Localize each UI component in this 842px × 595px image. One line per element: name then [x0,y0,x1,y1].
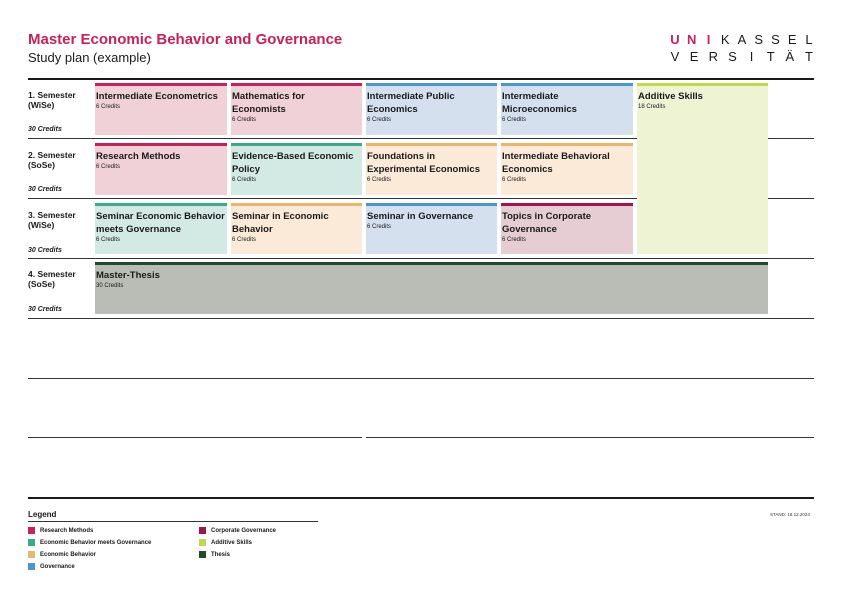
module-research [95,143,227,195]
module-name: Evidence-Based Economic Policy [232,151,354,175]
semester-credits: 30 Credits [28,126,62,133]
module-credits: 6 Credits [232,177,257,183]
module-color-bar [231,203,362,206]
semester-number: 2. Semester [28,150,76,160]
module-title [232,150,361,184]
module-color-bar [95,83,227,86]
module-name: Additive Skills [638,91,703,102]
module-thesis [95,262,768,314]
semester-number: 3. Semester [28,210,76,220]
legend-swatch [199,551,206,558]
legend-item [28,563,75,570]
semester-divider [28,318,814,319]
semester-term: (SoSe) [28,279,55,289]
module-color-bar [366,83,497,86]
legend-item [199,539,252,546]
logo-letter: R [708,49,718,64]
empty-row-divider [28,437,362,438]
logo-letter: Ä [785,49,795,64]
semester-term: (WiSe) [28,100,55,110]
module-title [232,210,361,244]
legend-swatch [28,563,35,570]
semester-term: (WiSe) [28,220,55,230]
legend-label: Governance [40,563,75,570]
logo-row-bottom [668,48,816,65]
module-title [367,150,496,184]
module-name: Intermediate Econometrics [96,91,218,102]
module-credits: 6 Credits [96,237,121,243]
module-color-bar [501,203,633,206]
empty-row-divider [366,437,814,438]
legend-label: Thesis [211,551,231,558]
module-color-bar [501,143,633,146]
module-color-bar [95,203,227,206]
module-color-bar [95,143,227,146]
legend-swatch [28,527,35,534]
semester-label [28,150,76,170]
semester-label [28,90,76,110]
module-credits: 6 Credits [96,104,121,110]
module-credits: 6 Credits [367,177,392,183]
semester-label [28,269,76,289]
module-credits: 6 Credits [232,117,257,123]
legend-label: Economic Behavior meets Governance [40,539,152,546]
semester-credits: 30 Credits [28,247,62,254]
module-additive [637,83,768,254]
module-credits: 6 Credits [502,117,527,123]
module-corporate [501,203,633,254]
legend-label: Research Methods [40,527,94,534]
empty-row-divider [28,378,814,379]
module-color-bar [231,143,362,146]
module-governance [501,83,633,135]
page-subtitle: Study plan (example) [28,50,151,65]
legend-item [28,539,151,546]
legend-item [28,527,93,534]
module-title [96,269,767,290]
module-title [96,150,226,171]
university-logo [668,31,816,65]
module-name: Intermediate Public Economics [367,91,455,115]
legend-item [199,527,276,534]
module-credits: 6 Credits [502,177,527,183]
logo-letter: S [754,32,764,47]
module-color-bar [366,143,497,146]
module-name: Research Methods [96,151,181,162]
semester-number: 1. Semester [28,90,76,100]
module-name: Intermediate Microeconomics [502,91,577,115]
logo-letter: A [737,32,747,47]
module-name: Mathematics for Economists [232,91,305,115]
logo-letter: E [787,32,797,47]
module-name: Master-Thesis [96,270,160,281]
module-color-bar [366,203,497,206]
module-governance [366,83,497,135]
module-title [232,90,361,124]
module-title [96,90,226,111]
module-credits: 6 Credits [232,237,257,243]
module-behavior [366,143,497,195]
logo-letter: T [805,49,813,64]
module-name: Foundations in Experimental Economics [367,151,480,175]
module-credits: 6 Credits [367,224,392,230]
module-title [502,90,632,124]
module-name: Seminar in Economic Behavior [232,211,329,235]
logo-letter: E [689,49,699,64]
module-credits: 6 Credits [367,117,392,123]
logo-letter: K [720,32,730,47]
module-name: Intermediate Behavioral Economics [502,151,610,175]
legend-underline [28,521,318,522]
module-ebmg [231,143,362,195]
module-color-bar [95,262,768,265]
module-credits: 6 Credits [502,237,527,243]
logo-letter: S [728,49,737,64]
legend-swatch [199,527,206,534]
legend-title: Legend [28,510,57,519]
module-title [367,210,496,231]
module-research [231,83,362,135]
semester-label [28,210,76,230]
logo-row-top [668,31,816,48]
semester-credits: 30 Credits [28,306,62,313]
module-title [96,210,226,244]
stand-date: STAND: 18.12.2024 [770,512,810,517]
legend-swatch [199,539,206,546]
module-behavior [231,203,362,254]
module-credits: 6 Credits [96,164,121,170]
legend-label: Economic Behavior [40,551,97,558]
module-color-bar [231,83,362,86]
module-research [95,83,227,135]
module-color-bar [501,83,633,86]
module-name: Seminar Economic Behavior meets Governance [96,211,225,235]
module-name: Topics in Corporate Governance [502,211,592,235]
legend-item [28,551,96,558]
logo-letter: I [749,49,754,64]
logo-letter: I [706,32,711,47]
module-name: Seminar in Governance [367,211,474,222]
legend-divider [28,497,814,499]
module-behavior [501,143,633,195]
semester-term: (SoSe) [28,160,55,170]
semester-credits: 30 Credits [28,186,62,193]
legend-label: Additive Skills [211,539,253,546]
logo-letter: N [687,32,697,47]
logo-letter: L [805,32,813,47]
logo-letter: T [766,49,775,64]
page-title: Master Economic Behavior and Governance [28,31,343,48]
module-title [502,210,632,244]
module-title [367,90,496,124]
header-divider [28,78,814,80]
logo-letter: U [670,32,680,47]
module-credits: 18 Credits [638,104,666,110]
module-ebmg [95,203,227,254]
legend-swatch [28,551,35,558]
legend-label: Corporate Governance [211,527,277,534]
legend-swatch [28,539,35,546]
module-governance [366,203,497,254]
legend-item [199,551,230,558]
semester-number: 4. Semester [28,269,76,279]
logo-letter: S [771,32,780,47]
semester-divider [28,258,814,259]
logo-letter: V [670,49,680,64]
module-title [638,90,767,111]
module-credits: 30 Credits [96,283,124,289]
module-color-bar [637,83,768,86]
module-title [502,150,632,184]
